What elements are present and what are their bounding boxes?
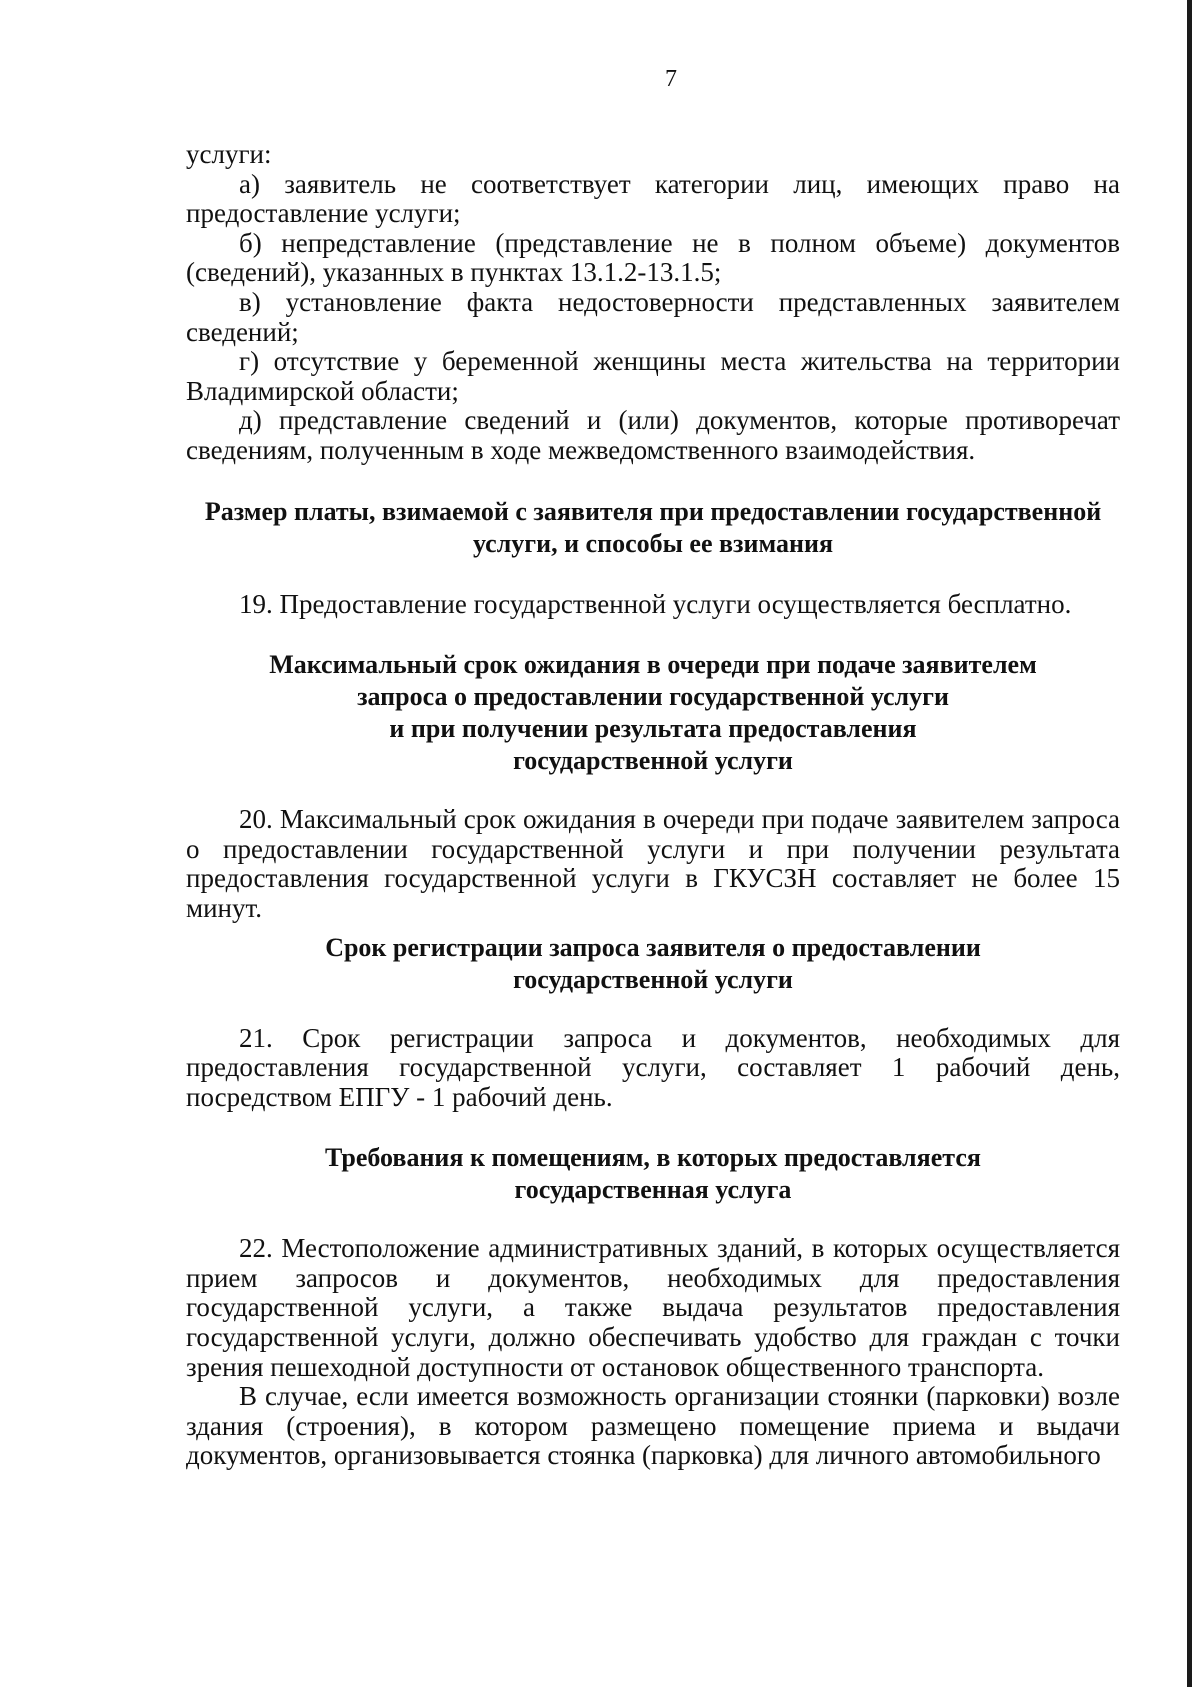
list-item-d: д) представление сведений и (или) документов, которые противоречат сведениям, полученным в ходе межведомственного взаимодействия. [186, 405, 1120, 465]
list-item-a: а) заявитель не соответствует категории лиц, имеющих право на предоставление услуги; [186, 168, 1120, 229]
paragraph-22: 22. Местоположение административных зданий, в которых осуществляется прием запросов и документов, необходимых для предоставления государственной услуги, а также выдача результатов предоставления государственной услуги, должно обеспечивать удобство для граждан с точки зрения пешеходной доступности от остановок общественного транспорта. [186, 1233, 1120, 1382]
paragraph-21: 21. Срок регистрации запроса и документов, необходимых для предоставления государственной услуги, составляет 1 рабочий день, посредством ЕПГУ - 1 рабочий день. [186, 1022, 1120, 1112]
lead-text: услуги: [186, 139, 272, 169]
paragraph-20: 20. Максимальный срок ожидания в очереди при подаче заявителем запроса о предоставлении государственной услуги и при получении результата предоставления государственной услуги в ГКУСЗН составляет не более 15 минут. [186, 804, 1120, 923]
paragraph-parking: В случае, если имеется возможность организации стоянки (парковки) возле здания (строения), в котором размещено помещение приема и выдачи документов, организовывается стоянка (парковка) для личного автомобильного [186, 1381, 1120, 1471]
section-heading-registration-line-1: Срок регистрации запроса заявителя о предоставлении [325, 932, 981, 962]
section-heading-fee: Размер платы, взимаемой с заявителя при предоставлении государственной услуги, и способы ее взимания [204, 496, 1102, 558]
paragraph-19: 19. Предоставление государственной услуги осуществляется бесплатно. [239, 588, 1072, 619]
section-heading-queue-line-2: запроса о предоставлении государственной услуги [357, 682, 949, 712]
document-body [186, 140, 1120, 1471]
page-number: 7 [665, 66, 677, 92]
section-heading-premises-line-1: Требования к помещениям, в которых предоставляется [325, 1143, 981, 1173]
section-heading-queue-line-3: и при получении результата предоставления [389, 714, 917, 744]
list-item-v: в) установление факта недостоверности представленных заявителем сведений; [186, 286, 1120, 347]
section-heading-premises-line-2: государственная услуга [514, 1175, 792, 1205]
section-heading-queue-line-1: Максимальный срок ожидания в очереди при подаче заявителем [269, 650, 1037, 680]
section-heading-queue-line-4: государственной услуги [513, 746, 793, 776]
scan-edge-line [1187, 0, 1192, 1687]
list-item-g: г) отсутствие у беременной женщины места жительства на территории Владимирской области; [186, 346, 1120, 406]
list-item-b: б) непредставление (представление не в полном объеме) документов (сведений), указанных в пунктах 13.1.2-13.1.5; [186, 227, 1120, 288]
section-heading-registration-line-2: государственной услуги [513, 964, 793, 994]
